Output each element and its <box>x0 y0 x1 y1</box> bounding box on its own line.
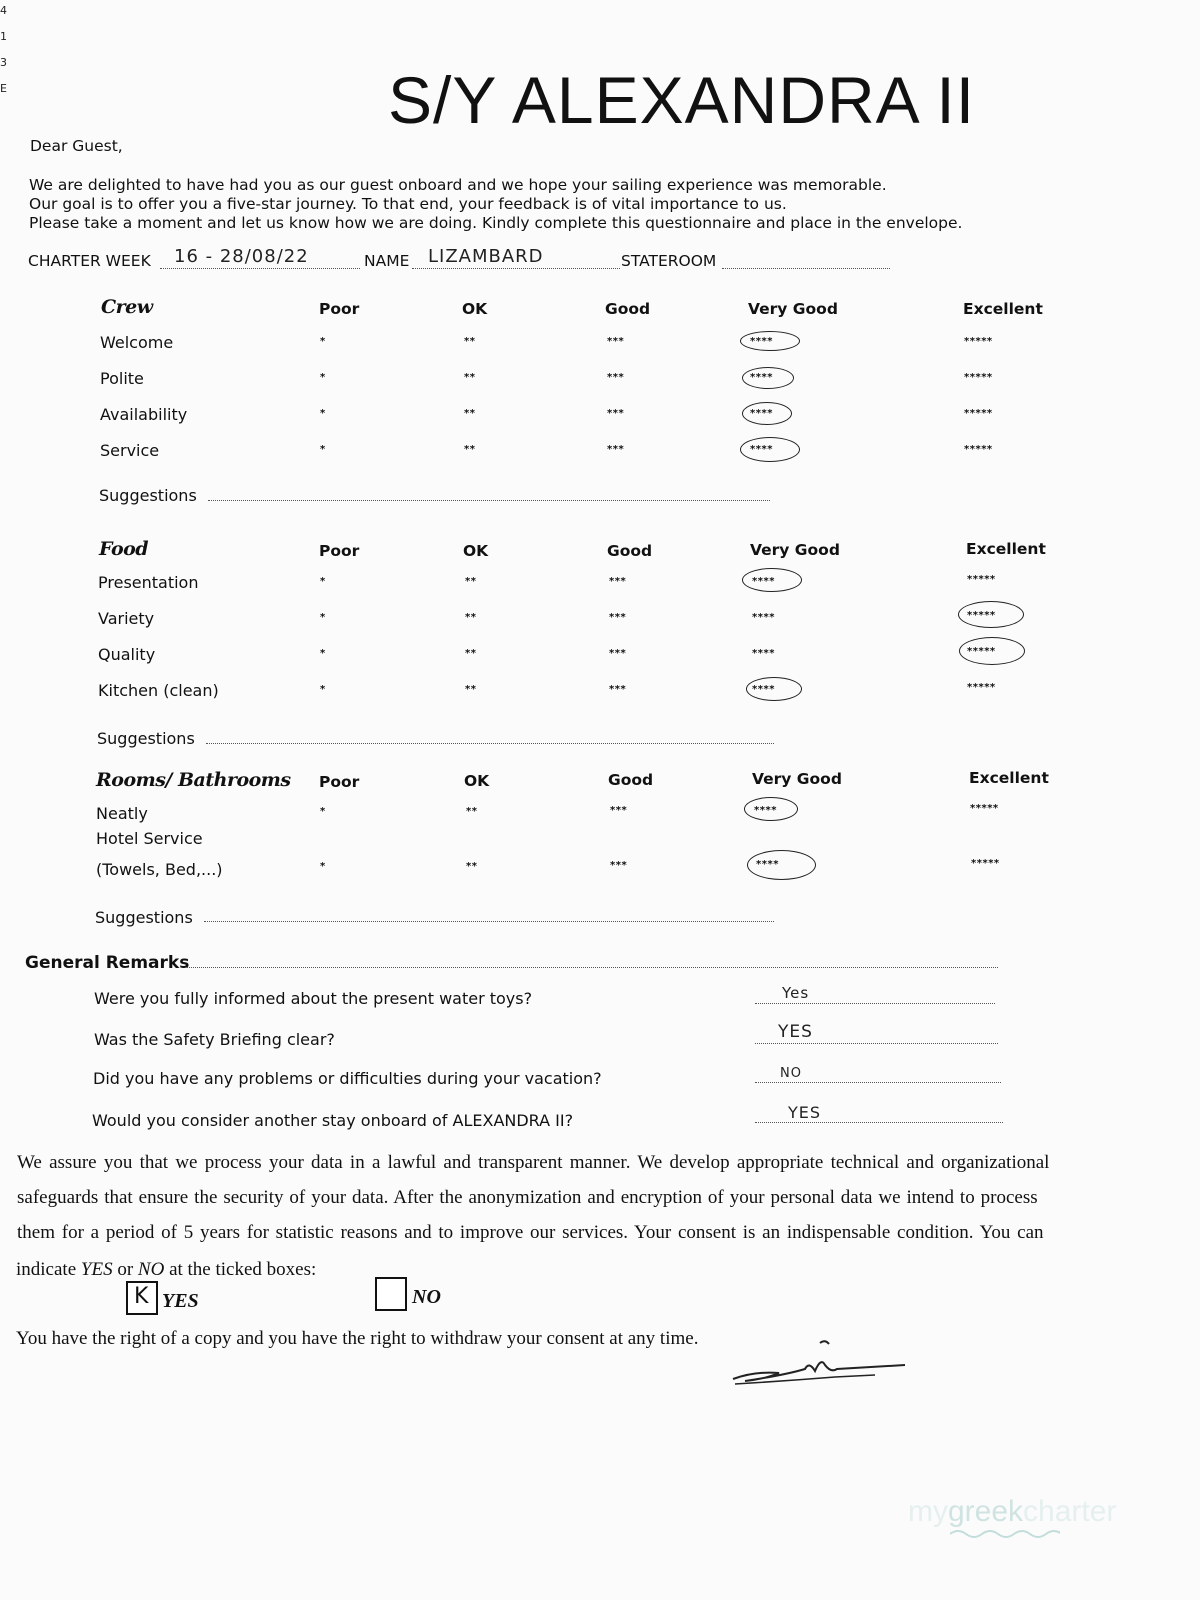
rating-row-label: Availability <box>100 405 188 424</box>
column-header-very-good: Very Good <box>750 541 840 559</box>
page-title: S/Y ALEXANDRA II <box>388 63 976 137</box>
rating-option-good[interactable]: *** <box>609 576 627 587</box>
rating-option-very-good[interactable]: **** <box>750 372 773 383</box>
watermark-text: my <box>908 1495 948 1528</box>
rights-statement: You have the right of a copy and you have the right to withdraw your consent at any time. <box>16 1328 699 1349</box>
suggestions-label: Suggestions <box>99 486 197 505</box>
rating-option-excellent[interactable]: ***** <box>967 646 996 657</box>
rating-option-ok[interactable]: ** <box>465 648 477 659</box>
column-header-poor: Poor <box>319 300 360 318</box>
general-remarks-label: General Remarks <box>25 953 190 973</box>
selection-circle <box>742 568 802 592</box>
stateroom-line[interactable] <box>722 268 890 269</box>
rating-row-label: Variety <box>98 609 155 628</box>
rating-option-excellent[interactable]: ***** <box>964 336 993 347</box>
intro-line: We are delighted to have had you as our guest onboard and we hope your sailing experience was memorable. <box>29 176 887 194</box>
indicate-yes: YES <box>80 1259 113 1280</box>
suggestions-line[interactable] <box>204 921 774 922</box>
indicate-text: at the ticked boxes: <box>164 1259 317 1280</box>
consent-no-checkbox[interactable] <box>375 1277 407 1311</box>
column-header-ok: OK <box>462 300 488 318</box>
rating-option-good[interactable]: *** <box>610 860 628 871</box>
watermark-waves <box>950 1528 1060 1540</box>
answer-line <box>755 1043 998 1044</box>
rating-option-very-good[interactable]: **** <box>752 576 775 587</box>
indicate-text: indicate <box>16 1259 81 1280</box>
rating-option-good[interactable]: *** <box>607 444 625 455</box>
question: Were you fully informed about the present water toys? <box>94 989 533 1008</box>
rating-option-very-good[interactable]: **** <box>750 408 773 419</box>
answer-line <box>755 1003 995 1004</box>
rating-option-very-good[interactable]: **** <box>752 684 775 695</box>
rating-option-ok[interactable]: ** <box>464 336 476 347</box>
charter-week-line <box>160 268 360 269</box>
charter-week-label: CHARTER WEEK <box>28 252 151 270</box>
rating-option-poor[interactable]: * <box>320 444 326 455</box>
suggestions-line[interactable] <box>208 500 770 501</box>
question: Did you have any problems or difficulties during your vacation? <box>93 1069 602 1088</box>
consent-no-label: NO <box>412 1286 441 1308</box>
rating-option-poor[interactable]: * <box>320 806 326 817</box>
rating-row-sublabel: (Towels, Bed,...) <box>96 860 223 879</box>
answer[interactable]: NO <box>780 1066 802 1081</box>
rating-option-good[interactable]: *** <box>609 612 627 623</box>
answer-line <box>755 1082 1001 1083</box>
column-header-excellent: Excellent <box>969 769 1049 787</box>
suggestions-line[interactable] <box>206 743 774 744</box>
rating-row-label: Polite <box>100 369 144 388</box>
intro-line: Our goal is to offer you a five-star journey. To that end, your feedback is of vital importance to us. <box>29 195 787 213</box>
column-header-poor: Poor <box>319 542 360 560</box>
rating-option-poor[interactable]: * <box>320 576 326 587</box>
rating-option-excellent[interactable]: ***** <box>967 610 996 621</box>
selection-circle <box>958 601 1024 628</box>
consent-yes-label: YES <box>162 1290 199 1312</box>
privacy-paragraph-line: We assure you that we process your data in a lawful and transparent manner. We develop appropriate technical and organizational <box>17 1152 1050 1173</box>
rating-option-ok[interactable]: ** <box>466 861 478 872</box>
rating-row-label: Kitchen (clean) <box>98 681 219 700</box>
rating-option-ok[interactable]: ** <box>465 684 477 695</box>
column-header-poor: Poor <box>319 773 360 791</box>
charter-week-value[interactable]: 16 - 28/08/22 <box>174 246 309 267</box>
column-header-very-good: Very Good <box>748 300 838 318</box>
selection-circle <box>959 637 1025 665</box>
name-line <box>412 268 620 269</box>
rating-option-good[interactable]: *** <box>607 408 625 419</box>
rating-option-excellent[interactable]: ***** <box>967 682 996 693</box>
greeting: Dear Guest, <box>30 137 123 155</box>
rating-row-label: Service <box>100 441 160 460</box>
edge-mark: 4 <box>0 4 7 17</box>
answer-line <box>755 1122 1003 1123</box>
selection-circle <box>746 677 802 701</box>
rating-option-excellent[interactable]: ***** <box>971 858 1000 869</box>
rating-option-excellent[interactable]: ***** <box>967 574 996 585</box>
intro-line: Please take a moment and let us know how we are doing. Kindly complete this questionnaire and place in the envelope. <box>29 214 963 232</box>
rating-option-poor[interactable]: * <box>320 861 326 872</box>
rating-option-very-good[interactable]: **** <box>750 336 773 347</box>
consent-yes-checkbox[interactable] <box>126 1281 158 1315</box>
name-label: NAME <box>364 252 410 270</box>
rating-row-label: Hotel Service <box>96 829 203 848</box>
rating-option-poor[interactable]: * <box>320 372 326 383</box>
rating-option-poor[interactable]: * <box>320 648 326 659</box>
selection-circle <box>740 331 800 351</box>
question: Was the Safety Briefing clear? <box>94 1030 335 1049</box>
answer[interactable]: Yes <box>782 984 810 1002</box>
rating-option-very-good[interactable]: **** <box>752 612 775 623</box>
answer[interactable]: YES <box>788 1103 822 1122</box>
stateroom-label: STATEROOM <box>621 252 717 270</box>
rating-option-ok[interactable]: ** <box>466 806 478 817</box>
rating-option-ok[interactable]: ** <box>464 372 476 383</box>
suggestions-label: Suggestions <box>97 729 195 748</box>
rating-option-ok[interactable]: ** <box>464 444 476 455</box>
privacy-paragraph-line: them for a period of 5 years for statistic reasons and to improve our services. Your consent is an indispensable condition. You can <box>17 1222 1044 1243</box>
watermark-text: charter <box>1023 1495 1117 1528</box>
rating-option-very-good[interactable]: **** <box>752 648 775 659</box>
selection-circle <box>740 437 800 462</box>
section-heading-rooms: Rooms/ Bathrooms <box>96 769 291 791</box>
rating-option-excellent[interactable]: ***** <box>964 444 993 455</box>
rating-option-good[interactable]: *** <box>609 684 627 695</box>
watermark <box>908 1495 1116 1529</box>
rating-option-ok[interactable]: ** <box>465 576 477 587</box>
rating-option-ok[interactable]: ** <box>464 408 476 419</box>
suggestions-label: Suggestions <box>95 908 193 927</box>
rating-option-poor[interactable]: * <box>320 612 326 623</box>
edge-mark: E <box>0 82 7 95</box>
answer[interactable]: YES <box>778 1022 813 1042</box>
column-header-ok: OK <box>463 542 489 560</box>
column-header-ok: OK <box>464 772 490 790</box>
rating-option-ok[interactable]: ** <box>465 612 477 623</box>
column-header-good: Good <box>608 771 654 789</box>
question: Would you consider another stay onboard of ALEXANDRA II? <box>92 1111 574 1130</box>
edge-mark: 1 <box>0 30 7 43</box>
rating-option-good[interactable]: *** <box>609 648 627 659</box>
indicate-text: or <box>112 1259 138 1280</box>
selection-circle <box>747 850 816 880</box>
selection-circle <box>744 797 798 821</box>
rating-option-good[interactable]: *** <box>607 336 625 347</box>
selection-circle <box>742 402 792 425</box>
indicate-no: NO <box>137 1259 165 1280</box>
rating-row-label: Neatly <box>96 804 148 823</box>
rating-option-excellent[interactable]: ***** <box>964 372 993 383</box>
rating-option-good[interactable]: *** <box>607 372 625 383</box>
rating-option-poor[interactable]: * <box>320 336 326 347</box>
column-header-good: Good <box>607 542 653 560</box>
rating-option-poor[interactable]: * <box>320 408 326 419</box>
checkbox-tick-mark: K <box>134 1284 149 1309</box>
rating-row-label: Quality <box>98 645 156 664</box>
column-header-excellent: Excellent <box>963 300 1043 318</box>
column-header-excellent: Excellent <box>966 540 1046 558</box>
general-remarks-line[interactable] <box>185 967 998 968</box>
rating-option-very-good[interactable]: **** <box>750 444 773 455</box>
signature <box>725 1335 915 1390</box>
rating-option-very-good[interactable]: **** <box>754 805 777 816</box>
watermark-text: greek <box>948 1495 1024 1528</box>
rating-option-poor[interactable]: * <box>320 684 326 695</box>
rating-option-good[interactable]: *** <box>610 805 628 816</box>
privacy-paragraph-line: safeguards that ensure the security of your data. After the anonymization and encryption of your personal data we intend to process <box>17 1187 1038 1208</box>
selection-circle <box>742 367 794 389</box>
rating-option-very-good[interactable]: **** <box>756 859 779 870</box>
rating-option-excellent[interactable]: ***** <box>970 803 999 814</box>
rating-row-label: Presentation <box>98 573 199 592</box>
rating-option-excellent[interactable]: ***** <box>964 408 993 419</box>
column-header-good: Good <box>605 300 651 318</box>
privacy-indicate-line <box>16 1252 316 1287</box>
section-heading-crew: Crew <box>101 296 153 318</box>
edge-mark: 3 <box>0 56 7 69</box>
column-header-very-good: Very Good <box>752 770 842 788</box>
rating-row-label: Welcome <box>100 333 174 352</box>
name-value[interactable]: LIZAMBARD <box>428 246 544 267</box>
section-heading-food: Food <box>99 538 149 560</box>
